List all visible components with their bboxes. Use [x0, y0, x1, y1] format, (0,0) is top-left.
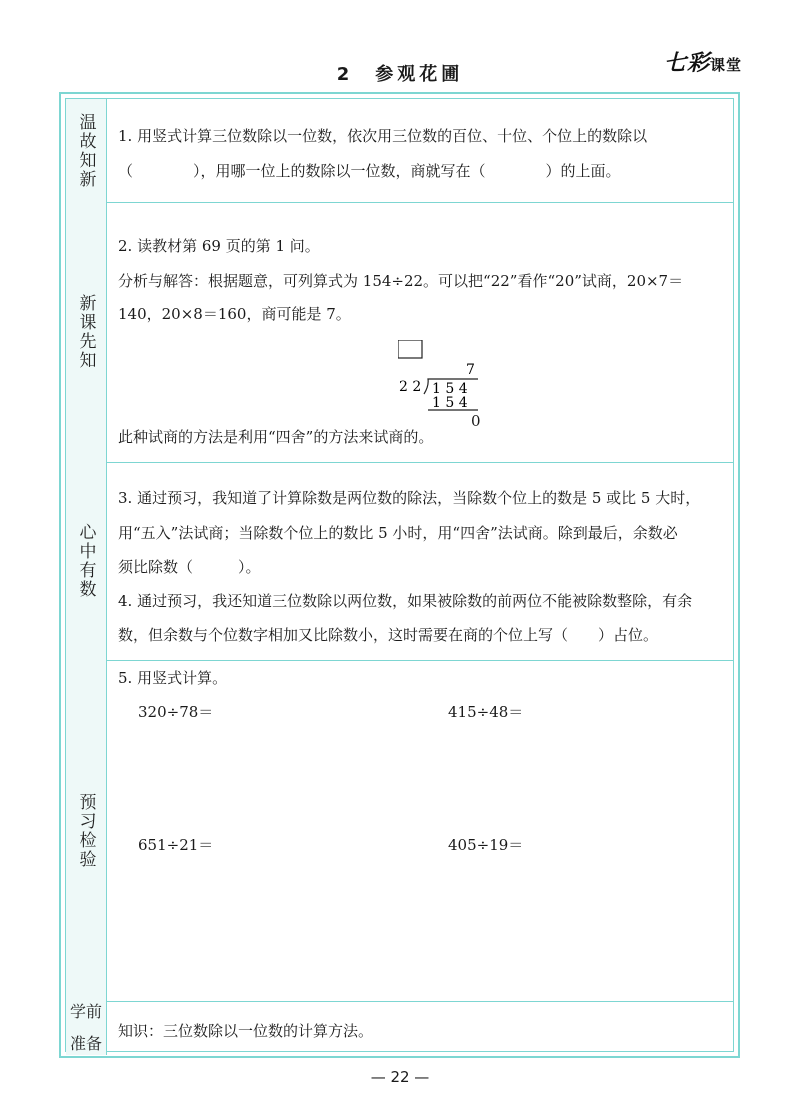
section-label-mind: 心中有数	[66, 462, 107, 660]
worksheet-frame	[59, 92, 740, 1058]
section-label-prep: 学前 准备	[66, 1001, 107, 1055]
section-review	[66, 99, 733, 203]
problem-651-div-21: 651÷21＝	[138, 836, 214, 854]
problem-415-div-48: 415÷48＝	[448, 703, 524, 721]
conclusion-text: 此种试商的方法是利用“四舍”的方法来试商的。	[118, 428, 434, 446]
section-label-check: 预习检验	[66, 660, 107, 1001]
page-title: 2 参观花圃	[336, 64, 464, 85]
problem-405-div-19: 405÷19＝	[448, 836, 524, 854]
division-quotient: 7	[466, 362, 475, 378]
question-1-line-2: （ ），用哪一位上的数除以一位数，商就写在（ ）的上面。	[118, 162, 621, 180]
answer-box	[398, 340, 422, 358]
worksheet-table	[65, 98, 734, 1052]
prep-text: 知识：三位数除以一位数的计算方法。	[118, 1022, 374, 1040]
question-5: 5. 用竖式计算。	[118, 669, 228, 687]
long-division-diagram	[398, 340, 508, 416]
section-mind	[66, 462, 733, 661]
division-product: 1 5 4	[432, 395, 468, 411]
question-3-line-3: 须比除数（ ）。	[118, 558, 261, 576]
division-dividend: 1 5 4	[432, 381, 468, 397]
division-divisor: 2 2	[399, 379, 422, 395]
answer-line-1: 分析与解答：根据题意，可列算式为 154÷22。可以把“22”看作“20”试商，20×7＝	[118, 272, 684, 290]
question-2: 2. 读教材第 69 页的第 1 问。	[118, 237, 320, 255]
question-4-line-2: 数，但余数与个位数字相加又比除数小，这时需要在商的个位上写（ ）占位。	[118, 626, 659, 644]
question-3-line-2: 用“五入”法试商；当除数个位上的数比 5 小时，用“四舍”法试商。除到最后，余数必	[118, 524, 678, 542]
problem-320-div-78: 320÷78＝	[138, 703, 214, 721]
brand-logo-sub: 课堂	[709, 56, 742, 74]
section-label-new: 新课先知	[66, 202, 107, 462]
section-new	[66, 202, 733, 463]
question-4-line-1: 4. 通过预习，我还知道三位数除以两位数，如果被除数的前两位不能被除数整除，有余	[118, 592, 693, 610]
answer-line-2: 140，20×8＝160，商可能是 7。	[118, 305, 351, 323]
question-1-line-1: 1. 用竖式计算三位数除以一位数，依次用三位数的百位、十位、个位上的数除以	[118, 127, 648, 145]
section-label-review: 温故知新	[66, 99, 107, 202]
division-remainder: 0	[471, 412, 481, 430]
page-number: — 22 —	[370, 1068, 430, 1086]
brand-logo	[664, 46, 742, 77]
question-3-line-1: 3. 通过预习，我知道了计算除数是两位数的除法，当除数个位上的数是 5 或比 5 大时，	[118, 489, 701, 507]
section-prep	[66, 1001, 733, 1055]
section-check	[66, 660, 733, 1002]
brand-logo-main: 七彩	[663, 51, 710, 76]
